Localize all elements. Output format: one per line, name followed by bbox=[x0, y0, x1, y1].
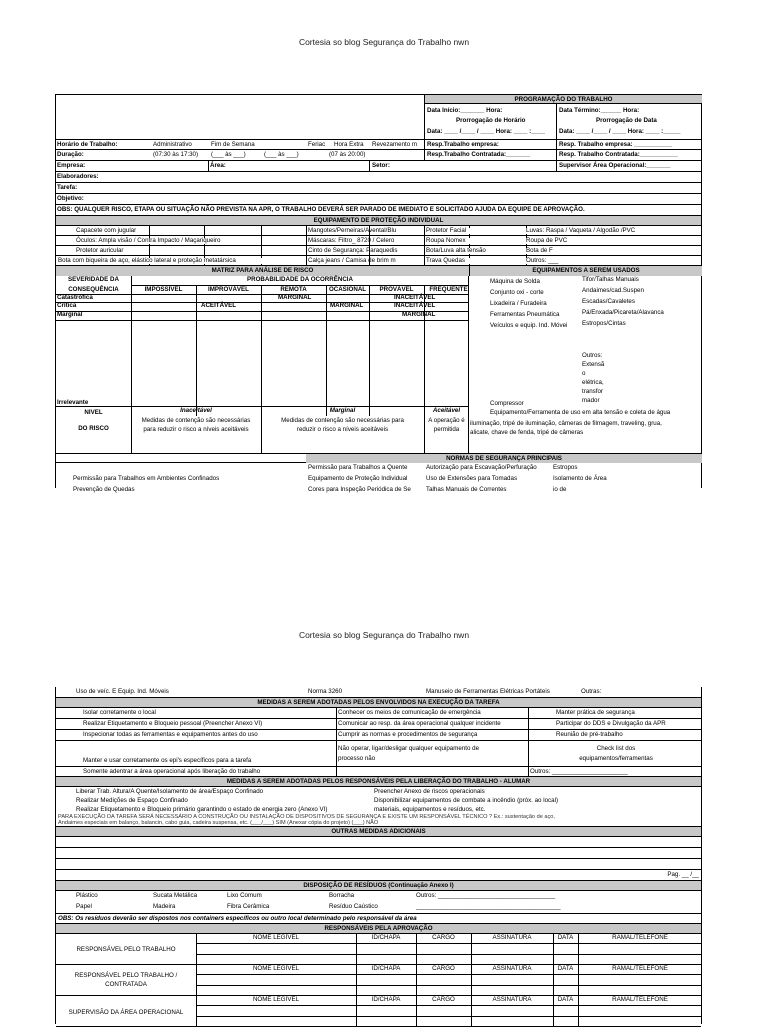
prob-col-5: FREQUENTE bbox=[429, 286, 468, 293]
outras-line-1[interactable] bbox=[56, 837, 701, 848]
epi-item[interactable]: Capacete com jugular bbox=[76, 227, 137, 234]
resp-left-3[interactable]: Realizar Etiquetamento e Bloqueio primário garantindo o estado de energia zero (Anexo VI) bbox=[76, 806, 328, 813]
epi-item[interactable]: Calça jeans / Camisa de brim m bbox=[308, 257, 396, 264]
equip-outros-5: mador bbox=[582, 397, 600, 404]
horario-revezamento[interactable]: Revezamento m bbox=[372, 141, 418, 148]
zone-inaceitavel-catastrofica: INACEITÁVEL bbox=[394, 294, 436, 301]
norma-item[interactable]: Isolamento de Área bbox=[553, 475, 607, 482]
aprov-sub-line bbox=[196, 974, 701, 975]
epi-item[interactable]: Cinto de Segurança: Paraquedis bbox=[308, 247, 398, 254]
normas-title: NORMAS DE SEGURANÇA PRINCIPAIS bbox=[306, 454, 702, 463]
equip-compressor[interactable]: Compressor bbox=[490, 400, 524, 407]
obs-text: OBS: QUALQUER RISCO, ETAPA OU SITUAÇÃO NÃO PREVISTA NA APR, O TRABALHO DEVERÁ SER PARADO DE IMEDIATO E SOLICITADO AJUDA DA EQUIPE DE APROVAÇÃO. bbox=[57, 206, 585, 213]
normas-row bbox=[56, 463, 701, 474]
zone-marginal-catastrofica: MARGINAL bbox=[278, 294, 312, 301]
nivel-text2-1: reduzir o risco a níveis aceitáveis bbox=[296, 426, 389, 433]
cell-divider bbox=[149, 246, 150, 255]
checklist-1[interactable]: Check list dos bbox=[596, 745, 636, 752]
page-header: Cortesia so blog Segurança do Trabalho nwn bbox=[298, 37, 470, 47]
residuo-papel[interactable]: Papel bbox=[76, 903, 92, 910]
aprov-col-head: ID/CHAPA bbox=[371, 965, 401, 972]
empresa-label[interactable]: Empresa: bbox=[57, 162, 86, 169]
revez-hours: (07 às 20:00) bbox=[329, 151, 366, 158]
residuo-sucata[interactable]: Sucata Metálica bbox=[153, 892, 198, 899]
dispositivos-seguranca-question: PARA EXECUÇÃO DA TAREFA SERÁ NECESSÁRIO A CONSTRUÇÃO OU INSTALAÇÃO DE DISPOSITIVOS DE SEGURANÇA E EXISTE UM RESPONSÁVEL TÉCNICO ? Ex.: sustentação de aço, bbox=[58, 814, 555, 820]
equip-left-4[interactable]: Veículos e equip. Ind. Móvei bbox=[490, 322, 568, 329]
epi-item[interactable]: Protetor Facial bbox=[426, 228, 522, 234]
resp-right-3: materiais, equipamentos e resíduos, etc. bbox=[374, 806, 486, 813]
horario-label: Horário de Trabalho: bbox=[57, 141, 118, 148]
aprovacao-row bbox=[56, 965, 701, 996]
aprovacao-row bbox=[56, 934, 701, 965]
cell-divider bbox=[306, 256, 307, 265]
tarefa-row[interactable] bbox=[56, 183, 701, 194]
severity-0: Catastrófica bbox=[57, 294, 93, 301]
residuos-block bbox=[56, 891, 701, 914]
medidas-list bbox=[56, 708, 701, 741]
programacao-title: PROGRAMAÇÃO DO TRABALHO bbox=[425, 95, 702, 104]
consequencia-label: CONSEQUÊNCIA bbox=[68, 286, 119, 293]
epi-item[interactable]: Óculos: Ampla visão / Contra Impacto / Maçariqueiro bbox=[76, 237, 221, 244]
risk-matrix bbox=[56, 276, 469, 454]
medida-item[interactable]: Cumprir as normas e procedimentos de segurança bbox=[338, 731, 478, 738]
nivel-head-0: Inaceitável bbox=[180, 407, 212, 414]
matrix-col-line bbox=[326, 285, 327, 416]
obs-residuos: OBS: Os resíduos deverão ser dispostos nos containers específicos ou outro local determinado pelo responsável da área bbox=[58, 915, 417, 922]
epi-item[interactable]: Trava Quedas bbox=[426, 258, 522, 264]
equipamentos-list bbox=[470, 276, 702, 454]
nivel-text1-1: Medidas de contenção são necessárias para bbox=[281, 417, 404, 424]
cell-divider bbox=[149, 226, 150, 235]
resp-liberacao-block bbox=[56, 787, 701, 827]
medida-item[interactable]: Manter prática de segurança bbox=[556, 709, 635, 716]
aprov-sub-line bbox=[196, 943, 701, 944]
severity-3: Irrelevante bbox=[57, 399, 89, 406]
equip-right-2[interactable]: Escadas/Cavaletes bbox=[582, 298, 635, 305]
aprov-sub-line bbox=[196, 985, 701, 986]
aprov-col-head: CARGO bbox=[432, 965, 455, 972]
nivel-head-2: Aceitável bbox=[432, 407, 461, 414]
medidas-extra-row bbox=[56, 741, 701, 767]
norma-item[interactable]: io de bbox=[553, 486, 567, 493]
norm-3260[interactable]: Norma 3260 bbox=[308, 688, 343, 695]
do-risco-label: DO RISCO bbox=[78, 425, 109, 432]
norma-item[interactable]: Permissão para Trabalhos em Ambientes Confinados bbox=[73, 475, 220, 482]
residuo-borracha[interactable]: Borracha bbox=[329, 892, 355, 899]
extra-hours[interactable]: (___ às ___) bbox=[264, 151, 299, 158]
epi-item[interactable]: Protetor auricular bbox=[76, 247, 124, 254]
zone-marginal-critica: MARGINAL bbox=[330, 302, 364, 309]
norm-ferramentas-eletricas[interactable]: Manuseio de Ferramentas Elétricas Portáteis bbox=[426, 688, 550, 695]
aprov-sub-line bbox=[196, 954, 701, 955]
aprov-col-head: NOME LEGÍVEL bbox=[252, 965, 300, 972]
norma-item[interactable]: Equipamento de Proteção Individual bbox=[308, 475, 408, 482]
horario-row bbox=[56, 139, 701, 150]
aprov-role: RESPONSÁVEL PELO TRABALHO bbox=[76, 946, 176, 953]
normas-row bbox=[56, 485, 701, 496]
medida-item[interactable]: Isolar corretamente o local bbox=[83, 709, 156, 716]
residuo-fibra-ceramica[interactable]: Fibra Cerâmica bbox=[227, 903, 270, 910]
aprovacao-row bbox=[56, 996, 701, 1027]
dispositivos-seguranca-options[interactable]: Andaimes especiais em balanço, balancin, cabo guia, cadeira suspensa, etc. (___/___) SIM (Anexar cópia do projeto) (___) NÃO bbox=[58, 820, 379, 826]
data-inicio[interactable]: Data Início:_______ Hora: bbox=[427, 107, 503, 114]
elaboradores-row[interactable] bbox=[56, 172, 701, 183]
area-label[interactable]: Área: bbox=[210, 162, 226, 169]
aprov-col-head: DATA bbox=[557, 934, 574, 941]
norm-outras[interactable]: Outras: bbox=[581, 688, 602, 695]
outras-medidas-title: OUTRAS MEDIDAS ADICIONAIS bbox=[56, 827, 701, 837]
nivel-label: NIVEL bbox=[84, 409, 103, 416]
cell-divider bbox=[336, 719, 337, 729]
programacao-block bbox=[56, 95, 701, 139]
epi-row bbox=[56, 256, 701, 266]
aprov-role: RESPONSÁVEL PELO TRABALHO / bbox=[74, 972, 178, 979]
matrix-col-line bbox=[261, 285, 262, 416]
zone-aceitavel-critica: ACEITÁVEL bbox=[201, 302, 237, 309]
medida-item[interactable]: Reunião de pré-trabalho bbox=[556, 731, 623, 738]
zone-inaceitavel-critica: INACEITÁVEL bbox=[394, 302, 436, 309]
aprov-col-head: NOME LEGÍVEL bbox=[252, 996, 300, 1003]
cell-divider bbox=[424, 256, 425, 265]
cell-divider bbox=[424, 246, 425, 255]
norma-item[interactable]: Permissão para Trabalhos a Quente bbox=[308, 464, 408, 471]
epi-item[interactable]: Roupa Nomex bbox=[426, 238, 522, 244]
setor-label[interactable]: Setor: bbox=[372, 162, 390, 169]
checklist-2: equipamentos/ferramentas bbox=[579, 755, 653, 762]
outras-line-2[interactable] bbox=[56, 848, 701, 859]
probabilidade-title: PROBABILIDADE DA OCORRÊNCIA bbox=[247, 276, 353, 283]
equip-long-3: alicate, chave de fenda, tripé de câmeras bbox=[470, 429, 584, 436]
prob-col-3: OCASIONAL bbox=[328, 286, 367, 293]
equip-right-0[interactable]: Tifor/Talhas Manuais bbox=[582, 276, 639, 283]
epi-item[interactable]: Roupa de PVC bbox=[526, 237, 568, 244]
aprov-sub-line bbox=[196, 1016, 701, 1017]
residuo-plastico[interactable]: Plástico bbox=[76, 892, 98, 899]
residuos-title: DISPOSIÇÃO DE RESÍDUOS (Continuação Anexo I) bbox=[56, 881, 701, 891]
admin-hours: (07:30 às 17:30) bbox=[153, 151, 199, 158]
nivel-text1-0: Medidas de contenção são necessárias bbox=[141, 417, 251, 424]
outras-line-4 bbox=[56, 870, 701, 881]
top-norms-row bbox=[56, 687, 701, 698]
epi-item[interactable]: Bota com biqueira de aço, elástico lateral e proteção metatársica bbox=[58, 258, 304, 264]
aprov-col-head: ASSINATURA bbox=[492, 996, 532, 1003]
horario-ferias[interactable]: Feriac bbox=[308, 141, 326, 148]
aprov-col-head: DATA bbox=[557, 996, 574, 1003]
adentrar-row bbox=[56, 767, 701, 777]
aprovacao-title: RESPONSÁVEIS PELA APROVAÇÃO bbox=[56, 924, 701, 934]
matrix-col-line bbox=[196, 285, 197, 416]
epi-item[interactable]: Outros: ___ bbox=[526, 257, 559, 264]
adentrar[interactable]: Somente adentrar a área operacional após liberação do trabalho bbox=[83, 768, 261, 775]
aprov-col-head: ID/CHAPA bbox=[371, 996, 401, 1003]
equip-outros-0[interactable]: Outros: bbox=[582, 352, 603, 359]
obs-row bbox=[56, 205, 701, 216]
apr-form-page1 bbox=[55, 94, 702, 493]
page-header-2: Cortesia so blog Segurança do Trabalho nwn bbox=[298, 630, 470, 640]
norma-item[interactable]: Prevenção de Quedas bbox=[73, 486, 135, 493]
epi-item[interactable]: Máscaras: Filtro_ 8720 / Celero bbox=[308, 237, 395, 244]
medida-item[interactable]: Realizar Etiquetamento e Bloqueio pessoal (Preencher Anexo VI) bbox=[83, 720, 263, 727]
severity-1: Crítica bbox=[57, 302, 77, 309]
epi-item[interactable]: Mangotes/Perneiras/Avental/Blu bbox=[308, 227, 397, 234]
equip-right-3[interactable]: Pá/Enxada/Picareta/Alavanca bbox=[582, 309, 664, 316]
obs-residuos-row bbox=[56, 914, 701, 924]
elaboradores-label: Elaboradores: bbox=[57, 173, 99, 180]
equip-outros-1: Extensã bbox=[582, 361, 605, 368]
prob-col-0: IMPOSSÍVEL bbox=[144, 286, 183, 293]
resp-right-2[interactable]: Disponibilizar equipamentos de combate a incêndio (próx. ao local) bbox=[374, 797, 559, 804]
data-termino[interactable]: Data Término:______ Hora: bbox=[559, 107, 640, 114]
epi-usar[interactable]: Manter e usar corretamente os epi's específicos para a tarefa bbox=[83, 757, 252, 764]
nivel-head-1: Marginal bbox=[329, 407, 356, 414]
resp-empresa[interactable]: Resp.Trabalho empresa: bbox=[427, 141, 499, 148]
objetivo-label: Objetivo: bbox=[57, 195, 84, 202]
severity-2: Marginal bbox=[57, 311, 83, 318]
page-number[interactable]: Pag. __ /__ bbox=[667, 871, 699, 878]
epi-rows bbox=[56, 226, 701, 266]
nivel-text2-0: para reduzir o risco a níveis aceitáveis bbox=[143, 426, 249, 433]
medidas-row bbox=[56, 730, 701, 741]
fim-hours[interactable]: (___ às ___) bbox=[211, 151, 246, 158]
equip-left-3[interactable]: Ferramentas Pneumática bbox=[490, 311, 560, 318]
aprov-col-head: RAMAL/TELEFONE bbox=[612, 996, 668, 1003]
resp-title: MEDIDAS A SEREM ADOTADAS PELOS RESPONSÁVEIS PELA LIBERAÇÃO DO TRABALHO - ALUMAR bbox=[56, 777, 701, 787]
medidas-row bbox=[56, 719, 701, 730]
norma-item[interactable]: Estropos bbox=[553, 464, 578, 471]
aprov-col-head: ID/CHAPA bbox=[371, 934, 401, 941]
outras-line-3[interactable] bbox=[56, 859, 701, 870]
cell-divider bbox=[261, 246, 262, 255]
equip-outros-2: o bbox=[582, 370, 586, 377]
nao-operar-1[interactable]: Não operar, ligar/desligar qualquer equipamento de bbox=[338, 745, 480, 752]
prorrog-horario: Prorrogação de Horário bbox=[456, 117, 526, 124]
aprov-col-head: NOME LEGÍVEL bbox=[252, 934, 300, 941]
duracao-label: Duração: bbox=[57, 151, 84, 158]
cell-divider bbox=[528, 708, 529, 718]
residuo-madeira[interactable]: Madeira bbox=[153, 903, 176, 910]
matrix-row-line bbox=[56, 406, 468, 407]
medidas-row bbox=[56, 708, 701, 719]
horario-extra[interactable]: Hora Extra bbox=[334, 141, 364, 148]
cell-divider bbox=[424, 236, 425, 245]
matrix-col-line bbox=[369, 285, 370, 416]
epi-row bbox=[56, 246, 701, 256]
epi-item[interactable]: Luvas: Raspa / Vaqueta / Algodão /PVC bbox=[526, 227, 636, 234]
aprov-col-head: CARGO bbox=[432, 934, 455, 941]
equip-outros-3: elétrica, bbox=[582, 379, 604, 386]
duracao-row bbox=[56, 150, 701, 161]
prorrog-data: Prorrogação de Data bbox=[596, 117, 657, 124]
aprov-col-head: ASSINATURA bbox=[492, 965, 532, 972]
epi-row bbox=[56, 236, 701, 246]
cell-divider bbox=[261, 226, 262, 235]
resp-right-1[interactable]: Preencher Anexo de riscos operacionais bbox=[374, 788, 485, 795]
residuo-outros-line[interactable]: __________________________________________ bbox=[416, 903, 561, 910]
residuo-lixo-comum[interactable]: Lixo Comum bbox=[227, 892, 262, 899]
nivel-text2-2: permitida bbox=[433, 426, 460, 433]
resp-contratada-right[interactable]: Resp. Trabalho Contratada:___________ bbox=[559, 151, 678, 158]
equip-right-1[interactable]: Andaimes/cad.Suspen bbox=[582, 287, 644, 294]
matrix-row-line bbox=[56, 320, 468, 321]
normas-row bbox=[56, 474, 701, 485]
epi-item[interactable]: Bota/Luva alta tensão bbox=[426, 248, 522, 254]
aprov-role: SUPERVISÃO DA ÁREA OPERACIONAL bbox=[68, 1009, 184, 1016]
apr-form-page2 bbox=[55, 687, 702, 1024]
norma-item[interactable]: Talhas Manuais de Correntes bbox=[426, 486, 507, 493]
resp-left-2[interactable]: Realizar Medições de Espaço Confinado bbox=[76, 797, 188, 804]
epi-title: EQUIPAMENTO DE PROTEÇÃO INDIVIDUAL bbox=[56, 216, 701, 226]
nao-operar-2: processo não bbox=[338, 755, 376, 762]
cell-divider bbox=[336, 708, 337, 718]
epi-row bbox=[56, 226, 701, 236]
horario-admin[interactable]: Administrativo bbox=[153, 141, 192, 148]
aprov-col-head: RAMAL/TELEFONE bbox=[612, 965, 668, 972]
severidade-label: SEVERIDADE DA bbox=[68, 276, 119, 283]
equip-long-2: iluminação, tripé de iluminação, câmeras de filmagem, traveling, grua, bbox=[470, 420, 662, 427]
matrix-col-line bbox=[131, 276, 132, 416]
norma-item[interactable]: Autorização para Escavação/Perfuração bbox=[426, 464, 537, 471]
resp-left-1[interactable]: Liberar Trab. Altura/A Quente/Isolamento de área/Espaço Confinado bbox=[76, 788, 264, 795]
supervisor-label[interactable]: Supervisor Área Operacional:_______ bbox=[559, 162, 671, 169]
equipamentos-title: EQUIPAMENTOS A SEREM USADOS bbox=[470, 266, 702, 276]
prorrog-data-data[interactable]: Data: ____ /____ / ____ Hora: ____ :_____ bbox=[559, 128, 681, 135]
matriz-title: MATRIZ PARA ANÁLISE DE RISCO bbox=[56, 266, 469, 276]
residuo-outros[interactable]: Outros: __________________________________ bbox=[416, 892, 556, 899]
medida-item[interactable]: Comunicar ao resp. da área operacional qualquer incidente bbox=[338, 720, 501, 727]
aprov-col-head: RAMAL/TELEFONE bbox=[612, 934, 668, 941]
nivel-text1-2: A operação é bbox=[428, 417, 465, 424]
cell-divider bbox=[204, 246, 205, 255]
aprov-col-head: ASSINATURA bbox=[492, 934, 532, 941]
aprov-role-2: CONTRATADA bbox=[105, 981, 147, 988]
epi-item[interactable]: Bota de F bbox=[526, 247, 553, 254]
norma-item[interactable]: Uso de Extensões para Tomadas bbox=[426, 475, 518, 482]
resp-empresa-right[interactable]: Resp. Trabalho empresa: ___________ bbox=[559, 141, 673, 148]
cell-divider bbox=[528, 730, 529, 740]
cell-divider bbox=[204, 226, 205, 235]
aprovacao-table bbox=[56, 934, 701, 1027]
cell-divider bbox=[336, 730, 337, 740]
equip-right-4[interactable]: Estropos/Cintas bbox=[582, 320, 626, 327]
outros-line[interactable]: Outros: ______________________ bbox=[530, 768, 628, 775]
cell-divider bbox=[306, 236, 307, 245]
aprov-col-head: DATA bbox=[557, 965, 574, 972]
prob-col-4: PROVÁVEL bbox=[379, 286, 414, 293]
empresa-row bbox=[56, 161, 701, 172]
cell-divider bbox=[424, 226, 425, 235]
zone-marginal-marginal: MARGINAL bbox=[402, 311, 436, 318]
objetivo-row[interactable] bbox=[56, 194, 701, 205]
norma-item[interactable]: Cores para Inspeção Periódica de Se bbox=[308, 486, 411, 493]
equip-long-1[interactable]: Equipamento/Ferramenta de uso em alta tensão e coleta de água bbox=[490, 409, 671, 416]
normas-header-row bbox=[56, 454, 701, 463]
norm-veiculos[interactable]: Uso de veíc. E Equip. Ind. Móveis bbox=[76, 688, 169, 695]
normas-list bbox=[56, 463, 701, 496]
medida-item[interactable]: Conhecer os meios de comunicação de emergência bbox=[338, 709, 481, 716]
aprov-col-head: CARGO bbox=[432, 996, 455, 1003]
tarefa-label: Tarefa: bbox=[57, 184, 78, 191]
residuo-caustico[interactable]: Resíduo Caústico bbox=[329, 903, 378, 910]
prorrog-horario-data[interactable]: Data: ____ /____ / ____ Hora: ____ :____ bbox=[427, 128, 545, 135]
matriz-header-row bbox=[56, 266, 701, 276]
medida-item[interactable]: Inspecionar todas as ferramentas e equipamentos antes do uso bbox=[83, 731, 258, 738]
medidas-title: MEDIDAS A SEREM ADOTADAS PELOS ENVOLVIDOS NA EXECUÇÃO DA TAREFA bbox=[56, 698, 701, 708]
cell-divider bbox=[306, 246, 307, 255]
horario-fim-semana[interactable]: Fim de Semana bbox=[211, 141, 255, 148]
matriz-body bbox=[56, 276, 701, 454]
prob-col-2: REMOTA bbox=[280, 286, 307, 293]
equip-left-2[interactable]: Lixadeira / Furadeira bbox=[490, 300, 547, 307]
cell-divider bbox=[528, 719, 529, 729]
equip-outros-4: transfor bbox=[582, 388, 603, 395]
resp-contratada[interactable]: Resp.Trabalho Contratada:_______ bbox=[427, 151, 531, 158]
cell-divider bbox=[306, 226, 307, 235]
prob-col-1: IMPROVÁVEL bbox=[208, 286, 249, 293]
medida-item[interactable]: Participar do DDS e Divulgação da APR bbox=[556, 720, 666, 727]
equip-left-1[interactable]: Conjunto oxi - corte bbox=[490, 289, 544, 296]
cell-divider bbox=[261, 236, 262, 245]
equip-left-0[interactable]: Máquina de Solda bbox=[490, 278, 540, 285]
aprov-sub-line bbox=[196, 1005, 701, 1006]
